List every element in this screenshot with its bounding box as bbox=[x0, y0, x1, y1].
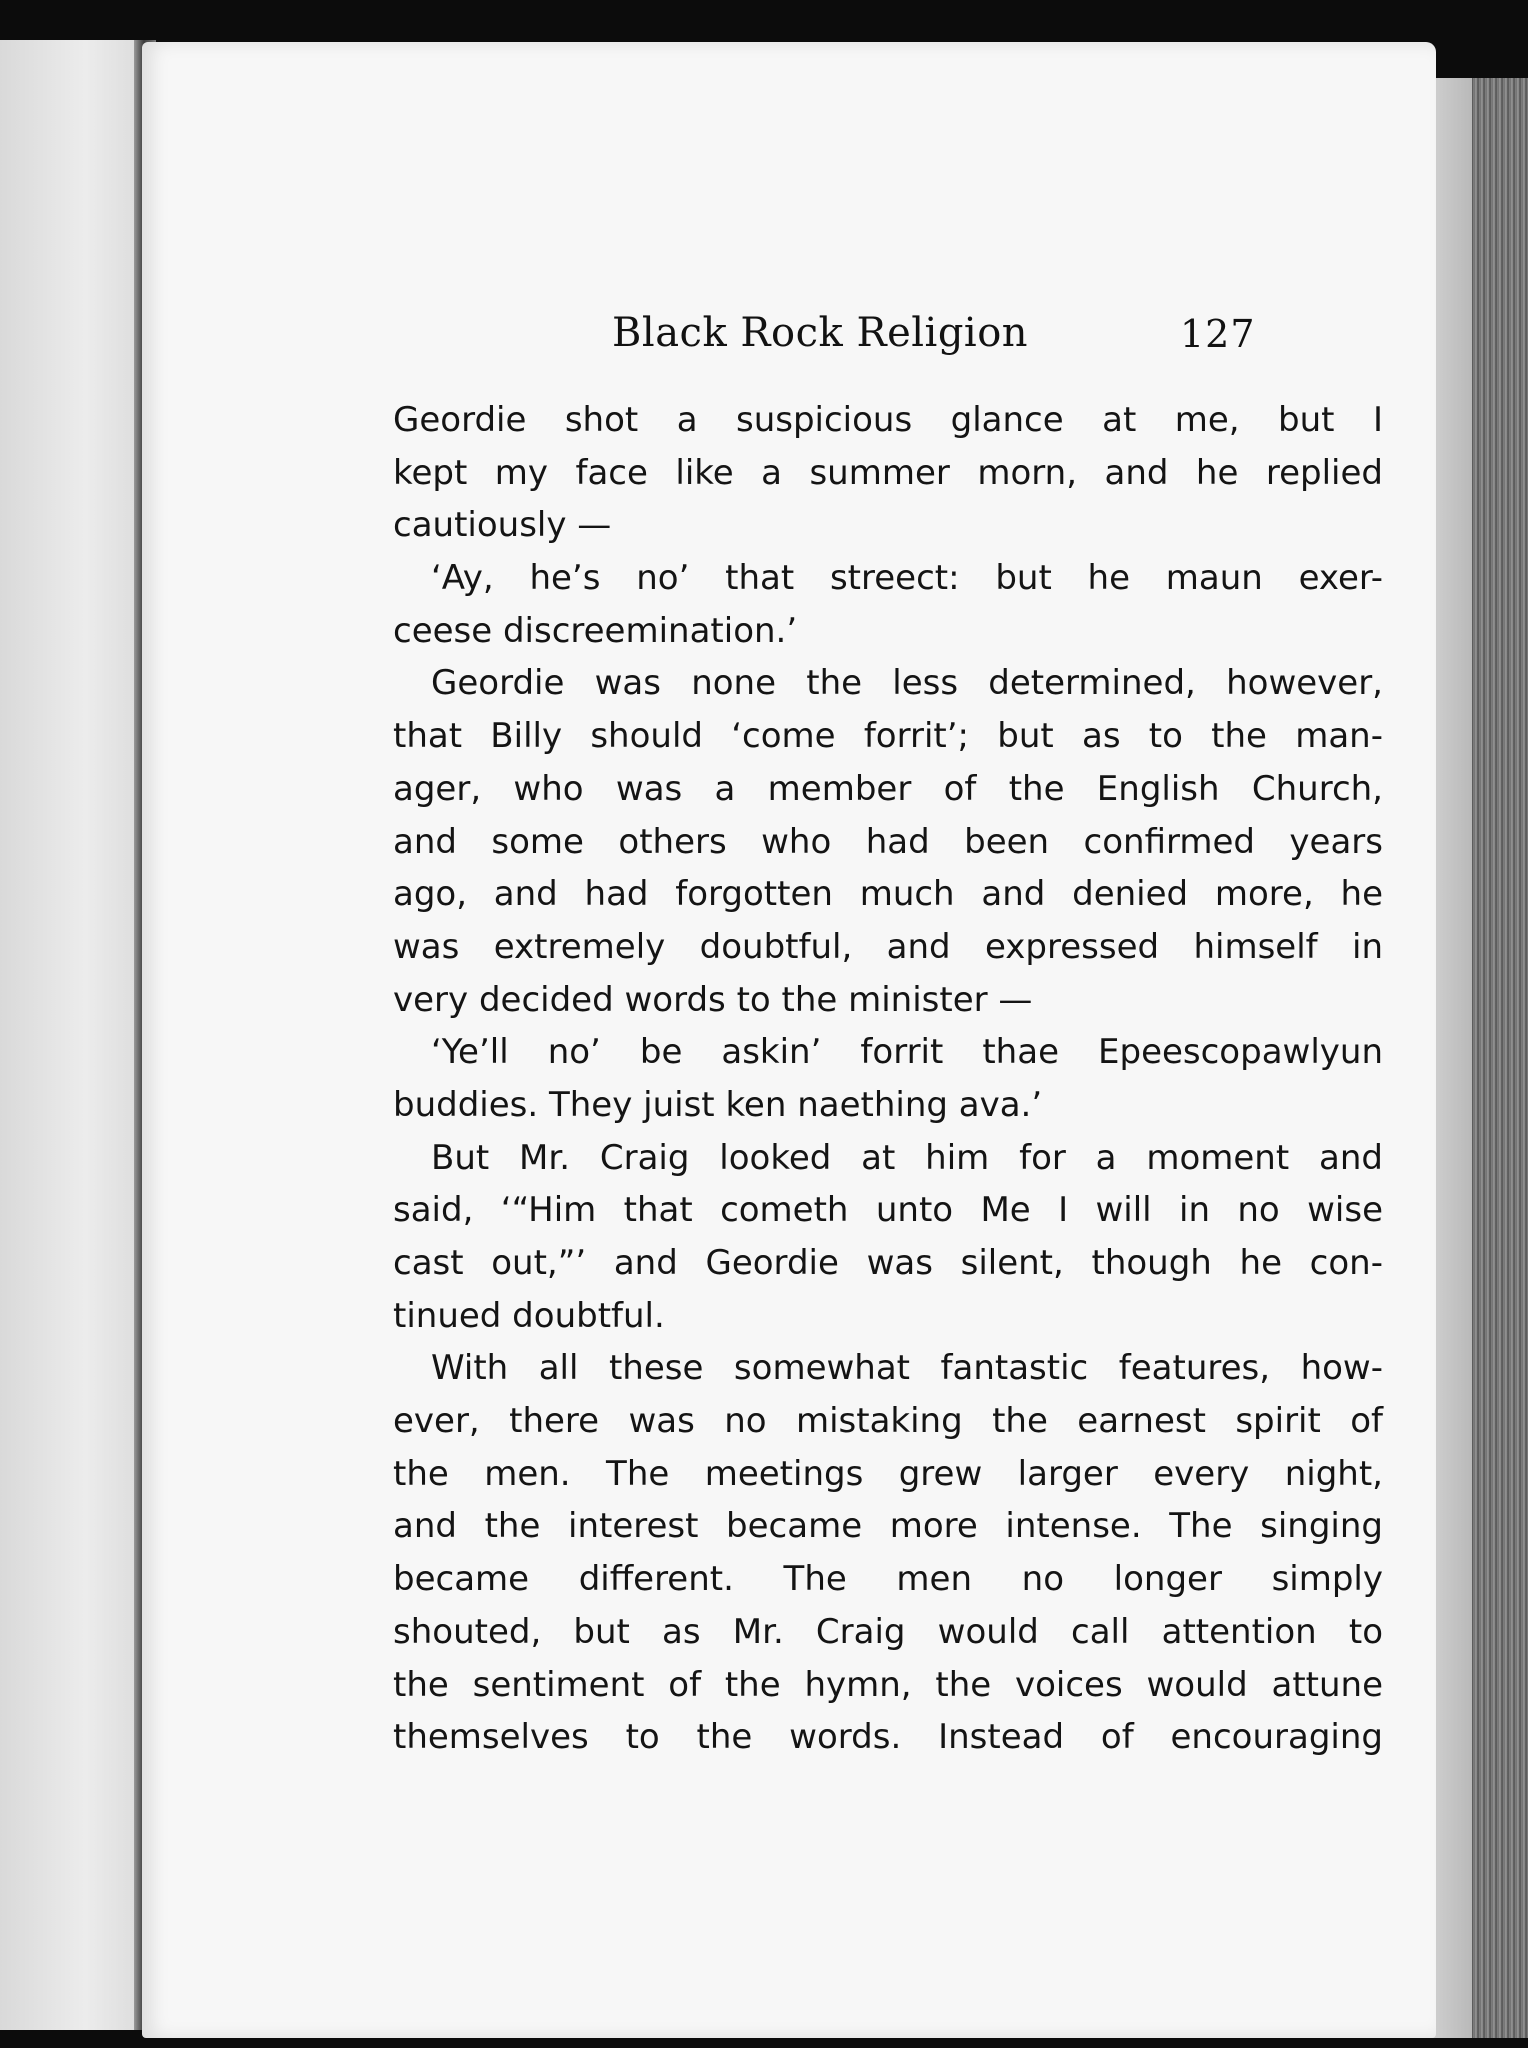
body-text bbox=[393, 394, 1383, 1764]
text-line: and some others who had been confirmed years bbox=[393, 821, 1383, 862]
text-line: ever, there was no mistaking the earnest spirit of bbox=[393, 1401, 1383, 1442]
text-line: was extremely doubtful, and expressed himself in bbox=[393, 926, 1383, 967]
text-line: With all these somewhat fantastic features, how- bbox=[431, 1348, 1383, 1389]
text-line: Geordie was none the less determined, however, bbox=[431, 663, 1383, 704]
text-line: tinued doubtful. bbox=[393, 1295, 665, 1336]
text-line: shouted, but as Mr. Craig would call attention to bbox=[393, 1611, 1383, 1652]
text-line: But Mr. Craig looked at him for a moment and bbox=[431, 1137, 1383, 1178]
text-line: kept my face like a summer morn, and he replied bbox=[393, 452, 1383, 493]
text-line: Geordie shot a suspicious glance at me, but I bbox=[393, 400, 1383, 440]
book-page bbox=[142, 42, 1436, 2038]
text-line: that Billy should ‘come forrit’; but as to the man- bbox=[393, 716, 1383, 757]
text-line: cautiously — bbox=[393, 505, 612, 546]
text-line: themselves to the words. Instead of encouraging bbox=[393, 1717, 1383, 1758]
text-line: said, ‘“Him that cometh unto Me I will in no wise bbox=[393, 1190, 1383, 1231]
page-number: 127 bbox=[1180, 312, 1256, 356]
text-line: the sentiment of the hymn, the voices would attune bbox=[393, 1664, 1383, 1705]
text-line: ‘Ye’ll no’ be askin’ forrit thae Epeescopawlyun bbox=[431, 1032, 1383, 1073]
text-line: ceese discreemination.’ bbox=[393, 610, 798, 651]
text-line: buddies. They juist ken naething ava.’ bbox=[393, 1084, 1043, 1125]
text-line: ‘Ay, he’s no’ that streect: but he maun exer- bbox=[431, 558, 1383, 599]
text-line: cast out,”’ and Geordie was silent, though he con- bbox=[393, 1243, 1383, 1283]
previous-page-edge bbox=[0, 40, 142, 2030]
text-line: and the interest became more intense. The singing bbox=[393, 1506, 1383, 1547]
page-block-inner-edge bbox=[1432, 78, 1472, 2038]
running-head bbox=[142, 310, 1436, 366]
text-line: the men. The meetings grew larger every night, bbox=[393, 1453, 1383, 1494]
text-line: ager, who was a member of the English Church, bbox=[393, 768, 1383, 809]
text-line: very decided words to the minister — bbox=[393, 979, 1033, 1020]
running-title: Black Rock Religion bbox=[612, 310, 1029, 356]
text-line: became different. The men no longer simply bbox=[393, 1559, 1383, 1600]
text-line: ago, and had forgotten much and denied more, he bbox=[393, 874, 1383, 915]
